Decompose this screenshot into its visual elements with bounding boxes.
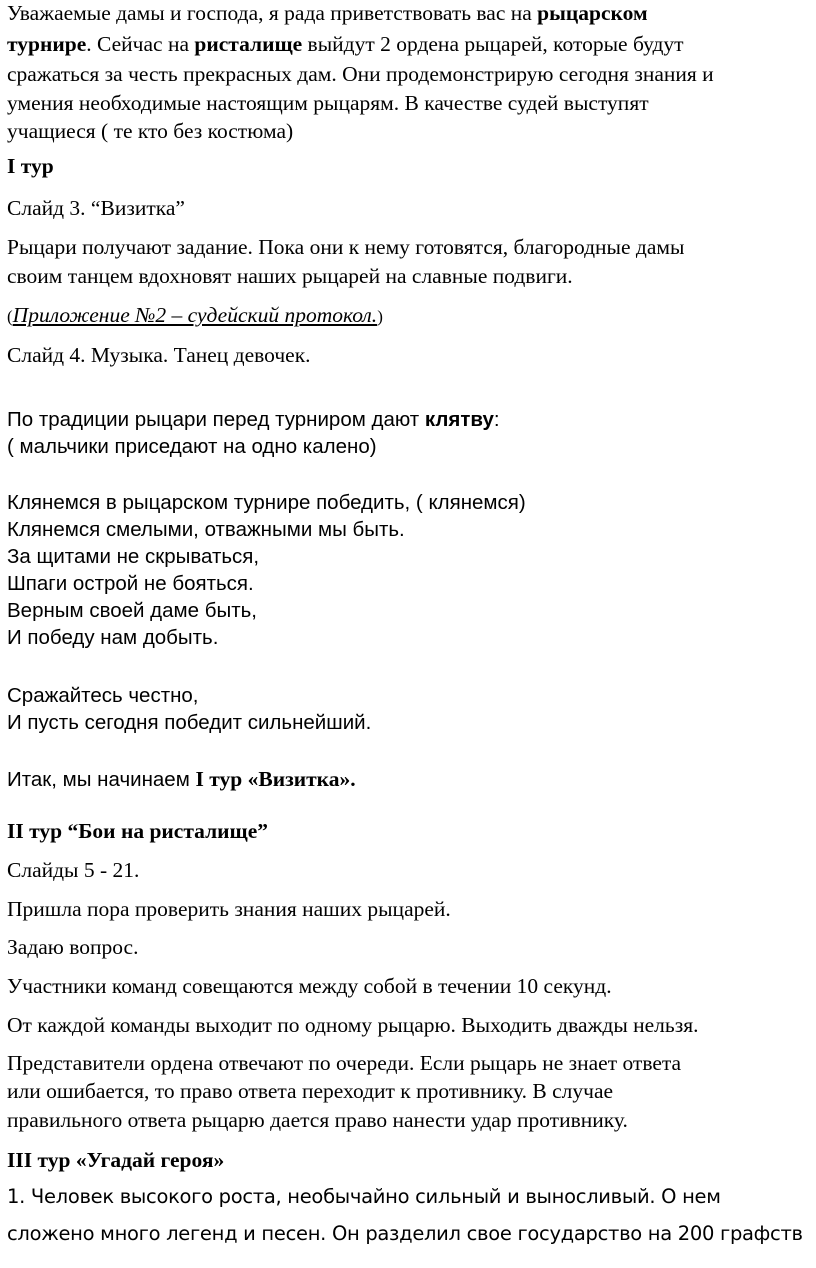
tour2-slides: Слайды 5 - 21. <box>7 858 140 882</box>
oath-intro <box>7 406 810 433</box>
tour2-para-5-line-1: Представители ордена отвечают по очереди. Если рыцарь не знает ответа <box>7 1051 682 1075</box>
tour1-appendix <box>7 302 810 330</box>
oath-line-4: Шпаги острой не бояться. <box>7 572 254 595</box>
intro-text: выйдут 2 ордена рыцарей, которые будут <box>302 32 684 56</box>
tour3-question-line-2: сложено много легенд и песен. Он разделил свое государство на 200 графств <box>7 1222 803 1245</box>
tour3-question-line-1: 1. Человек высокого роста, необычайно сильный и выносливый. О нем <box>7 1185 721 1208</box>
paren-close: ) <box>377 307 383 326</box>
tour1-slide4: Слайд 4. Музыка. Танец девочек. <box>7 343 311 367</box>
oath-line-5: Верным своей даме быть, <box>7 599 257 622</box>
intro-bold-tournament: рыцарском <box>537 1 648 25</box>
tour1-heading: I тур <box>7 154 54 178</box>
fight-line-1: Сражайтесь честно, <box>7 684 199 707</box>
intro-text: . Сейчас на <box>86 32 195 56</box>
intro-text: Уважаемые дамы и господа, я рада приветствовать вас на <box>7 1 538 25</box>
tour1-task-line-1: Рыцари получают задание. Пока они к нему готовятся, благородные дамы <box>7 235 685 259</box>
start-line <box>7 766 810 793</box>
intro-bold-arena: ристалище <box>194 32 303 56</box>
oath-colon: : <box>493 408 500 431</box>
oath-line-1: Клянемся в рыцарском турнире победить, ( клянемся) <box>7 491 526 514</box>
intro-bold-tournament-2: турнире <box>7 32 87 56</box>
intro-line-2 <box>7 31 810 58</box>
oath-note: ( мальчики приседают на одно калено) <box>7 435 377 458</box>
tour3-heading: III тур «Угадай героя» <box>7 1148 225 1172</box>
start-bold-tour: I тур «Визитка». <box>195 767 356 791</box>
intro-line-4: умения необходимые настоящим рыцарям. В качестве судей выступят <box>7 91 649 115</box>
tour2-heading: II тур “Бои на ристалище” <box>7 819 269 843</box>
intro-line-1 <box>7 0 810 27</box>
tour2-para-5-line-2: или ошибается, то право ответа переходит к противнику. В случае <box>7 1079 614 1103</box>
tour1-slide: Слайд 3. “Визитка” <box>7 196 185 220</box>
paren-open: ( <box>7 307 13 326</box>
oath-intro-text: По традиции рыцари перед турниром дают <box>7 408 425 431</box>
intro-line-5: учащиеся ( те кто без костюма) <box>7 119 294 143</box>
oath-line-3: За щитами не скрываться, <box>7 545 260 568</box>
tour2-para-4: От каждой команды выходит по одному рыцарю. Выходить дважды нельзя. <box>7 1013 699 1037</box>
tour1-task-line-2: своим танцем вдохновят наших рыцарей на славные подвиги. <box>7 264 573 288</box>
intro-line-3: сражаться за честь прекрасных дам. Они продемонстрирую сегодня знания и <box>7 62 714 86</box>
tour2-para-5-line-3: правильного ответа рыцарю дается право нанести удар противнику. <box>7 1108 628 1132</box>
tour2-para-1: Пришла пора проверить знания наших рыцарей. <box>7 897 451 921</box>
oath-bold-word: клятву <box>424 408 494 431</box>
start-text: Итак, мы начинаем <box>7 768 196 791</box>
tour2-para-2: Задаю вопрос. <box>7 935 139 959</box>
oath-line-2: Клянемся смелыми, отважными мы быть. <box>7 518 405 541</box>
fight-line-2: И пусть сегодня победит сильнейший. <box>7 711 372 734</box>
appendix-link[interactable]: Приложение №2 – судейский протокол. <box>12 303 378 327</box>
tour2-para-3: Участники команд совещаются между собой в течении 10 секунд. <box>7 974 612 998</box>
oath-line-6: И победу нам добыть. <box>7 626 219 649</box>
